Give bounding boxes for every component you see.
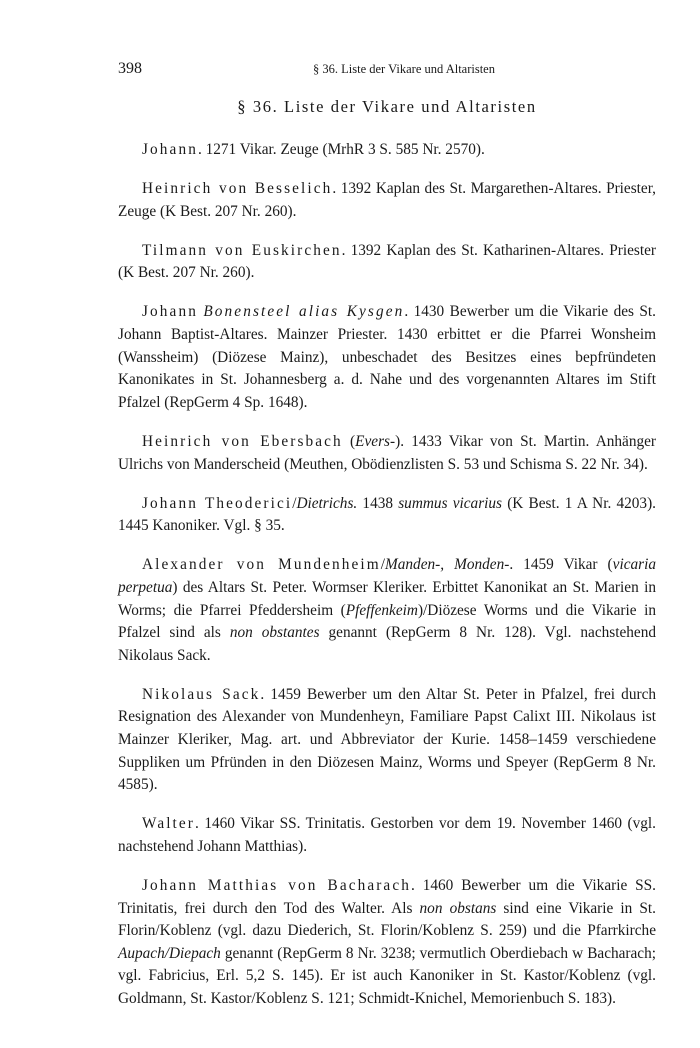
entry-list xyxy=(118,139,656,1027)
name-variant: Manden-, Monden- xyxy=(385,556,510,574)
entry-text: genannt (RepGerm 8 Nr. 128). Vgl. nachstehend Nikolaus Sack. xyxy=(118,624,656,664)
person-name: Walter xyxy=(142,815,195,833)
page-number: 398 xyxy=(118,60,142,77)
entry-johann-1271 xyxy=(118,139,656,162)
entry-text: sind eine Vikarie in St. Florin/Koblenz (vgl. dazu Diederich, St. Florin/Koblenz S. 259) und die Pfarrkirche xyxy=(118,899,656,940)
person-name: Johann xyxy=(142,303,198,321)
latin-term: vicaria perpetua xyxy=(118,556,656,596)
person-name: Tilmann von Euskirchen xyxy=(142,241,342,259)
entry-text: . 1392 Kaplan des St. Margarethen-Altares. Priester, Zeuge (K Best. 207 Nr. 260). xyxy=(118,180,657,220)
entry-text: . 1459 Bewerber um den Altar St. Peter in Pfalzel, frei durch Resignation des Alexander von Mundenheyn, Familiare Papst Calixt III. Nikolaus ist Mainzer Kleriker, Mag. art. und Abbreviator der Kurie. 1458–1459 verschiedene Suppliken um Pfründen in den Diözesen Mainz, Worms und Speyer (RepGerm 8 Nr. 4585). xyxy=(118,685,657,794)
entry-text: . 1460 Vikar SS. Trinitatis. Gestorben vor dem 19. November 1460 (vgl. nachstehend Johann Matthias). xyxy=(118,815,656,855)
entry-text: 1438 xyxy=(357,494,399,512)
entry-text: . 1459 Vikar ( xyxy=(509,556,613,574)
person-name: Heinrich von Besselich xyxy=(142,180,333,198)
person-name: Nikolaus Sack xyxy=(142,685,261,703)
entry-text: . 1271 Vikar. Zeuge (MrhR 3 S. 585 Nr. 2570). xyxy=(197,141,485,158)
entry-text: (K Best. 1 A Nr. 4203). 1445 Kanoniker. Vgl. § 35. xyxy=(118,494,657,535)
person-name: Alexander von Mundenheim xyxy=(142,556,381,574)
entry-text: . 1460 Bewerber um die Vikarie SS. Trinitatis, frei durch den Tod des Walter. Als xyxy=(118,876,656,917)
entry-text: )/Diözese Worms und die Vikarie in Pfalzel sind als xyxy=(118,601,656,642)
entry-johann-theoderici: Johann Theoderici/Dietrichs. 1438 summus vicarius (K Best. 1 A Nr. 4203). 1445 Kanoniker. Vgl. § 35. xyxy=(118,494,657,535)
running-title: § 36. Liste der Vikare und Altaristen xyxy=(313,62,495,76)
entry-johann-bonensteel xyxy=(118,301,656,414)
entry-text: . 1433 Vikar von St. Martin. Anhänger Ulrichs von Manderscheid (Meuthen, Obödienzlisten S. 53 und Schisma S. 22 Nr. 34). xyxy=(118,432,657,473)
name-variant: Evers- xyxy=(355,432,396,450)
person-name: Heinrich von Ebersbach xyxy=(142,432,343,450)
latin-term: non obstantes xyxy=(229,624,320,642)
entry-text: genannt (RepGerm 8 Nr. 3238; vermutlich Oberdiebach w Bacharach; vgl. Fabricius, Erl. 5,2 S. 145). Er ist auch Kanoniker in St. Kastor/Koblenz (vgl. Goldmann, St. Kastor/Koblenz S. 121; Schmidt-Knichel, Memorienbuch S. 183). xyxy=(118,944,656,1007)
name-alias: Bonensteel alias Kysgen xyxy=(203,303,405,321)
person-name: Johann Theoderici xyxy=(142,494,293,512)
name-variant: Dietrichs. xyxy=(296,494,358,512)
running-head xyxy=(118,60,656,82)
entry-text: ) des Altars St. Peter. Wormser Kleriker. Erbittet Kanonikat an St. Marien in Worms; die Pfarrei Pfeddersheim ( xyxy=(118,578,656,619)
latin-term: non obstans xyxy=(419,899,497,917)
entry-nikolaus-sack xyxy=(118,684,656,797)
entry-heinrich-ebersbach: Heinrich von Ebersbach (Evers-). 1433 Vikar von St. Martin. Anhänger Ulrichs von Manderscheid (Meuthen, Obödienzlisten S. 53 und Schisma S. 22 Nr. 34). xyxy=(118,432,657,473)
person-name: Johann xyxy=(142,141,198,158)
entry-text: . 1430 Bewerber um die Vikarie des St. Johann Baptist-Altares. Mainzer Priester. 1430 erbittet er die Pfarrei Wonsheim (Wanssheim) (Diözese Mainz), unbeschadet des Besitzes eines bepfründeten Kanonikates in St. Johannesberg a. d. Nahe und des vorgenannten Altares im Stift Pfalzel (RepGerm 4 Sp. 1648). xyxy=(118,303,656,411)
entry-walter xyxy=(118,813,656,858)
person-name: Johann Matthias von Bacharach xyxy=(142,876,411,894)
entry-johann-matthias xyxy=(118,875,656,1011)
place-variant: Pfeffenkeim xyxy=(345,601,418,619)
place-variant: Aupach/Diepach xyxy=(118,944,221,962)
section-title: § 36. Liste der Vikare und Altaristen xyxy=(237,97,537,116)
latin-term: summus vicarius xyxy=(398,494,503,512)
entry-tilmann-euskirchen xyxy=(118,240,656,285)
entry-text: . 1392 Kaplan des St. Katharinen-Altares. Priester (K Best. 207 Nr. 260). xyxy=(118,241,656,282)
entry-heinrich-besselich xyxy=(118,178,656,223)
entry-alexander-mundenheim: Alexander von Mundenheim/Manden-, Monden-. 1459 Vikar (vicaria perpetua) des Altars St. Peter. Wormser Kleriker. Erbittet Kanonikat an St. Marien in Worms; die Pfarrei Pfeddersheim (Pfeffenkeim)/Diözese Worms und die Vikarie in Pfalzel sind als non obstantes genannt (RepGerm 8 Nr. 128). Vgl. nachstehend Nikolaus Sack. xyxy=(118,556,656,664)
